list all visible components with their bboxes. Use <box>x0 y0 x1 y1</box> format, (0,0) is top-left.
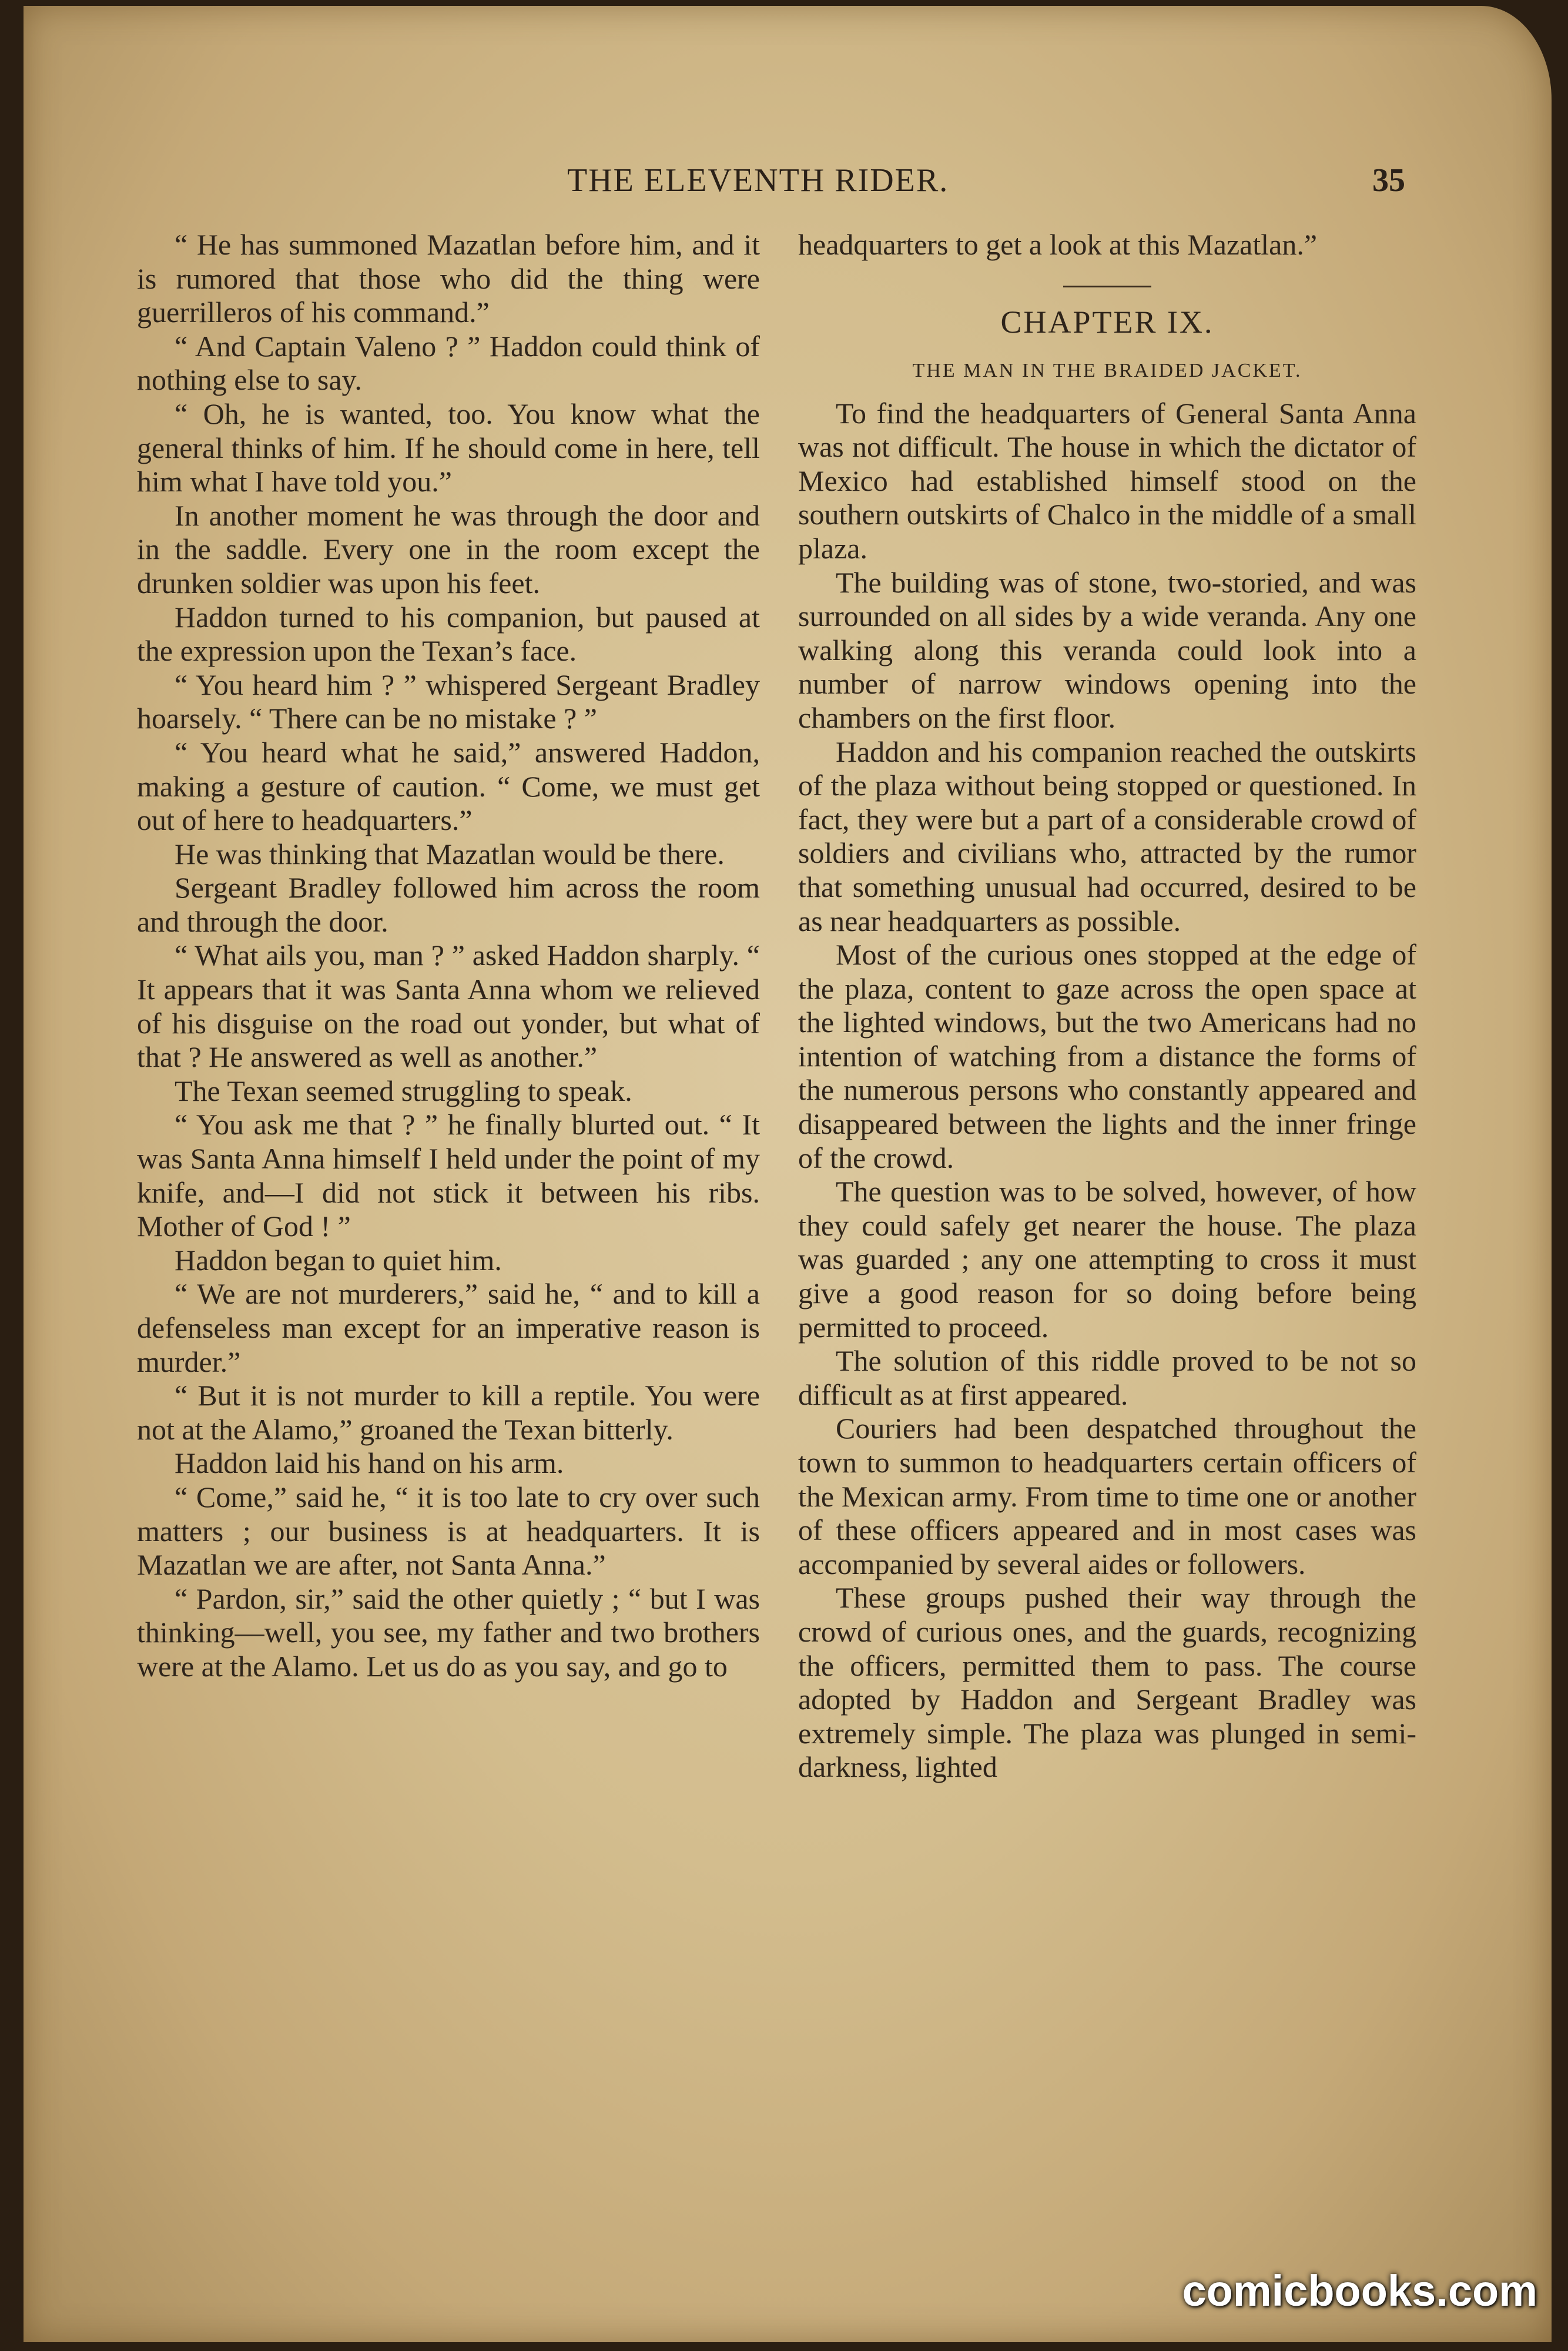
paragraph: “ You heard what he said,” answered Haddon, making a gesture of caution. “ Come, we must get out of here to headquarters.” <box>137 735 760 837</box>
paragraph: He was thinking that Mazatlan would be there. <box>175 837 725 870</box>
paragraph: “ You heard him ? ” whispered Sergeant Bradley hoarsely. “ There can be no mistake ? ” <box>137 668 760 735</box>
paragraph: The question was to be solved, however, of how they could safely get nearer the house. The plaza was guarded ; any one attempting to cross it must give a good reason for so doing before being permitted to proceed. <box>798 1175 1416 1344</box>
paragraph: “ What ails you, man ? ” asked Haddon sharply. “ It appears that it was Santa Anna whom we relieved of his disguise on the road out yonder, but what of that ? He answered as well as another.” <box>137 939 760 1074</box>
page-number: 35 <box>1372 162 1405 199</box>
book-page <box>24 6 1552 2342</box>
paragraph: “ Come,” said he, “ it is too late to cry over such matters ; our business is at headquarters. It is Mazatlan we are after, not Santa Anna.” <box>137 1480 760 1582</box>
paragraph: Haddon laid his hand on his arm. <box>175 1446 564 1480</box>
paragraph: “ Pardon, sir,” said the other quietly ; “ but I was thinking—well, you see, my father and two brothers were at the Alamo. Let us do as you say, and go to <box>137 1582 760 1683</box>
paragraph: “ You ask me that ? ” he finally blurted out. “ It was Santa Anna himself I held under the point of my knife, and—I did not stick it between his ribs. Mother of God ! ” <box>137 1108 760 1243</box>
chapter-title: CHAPTER IX. <box>1000 304 1214 340</box>
paragraph: These groups pushed their way through the crowd of curious ones, and the guards, recognizing the officers, permitted them to pass. The course adopted by Haddon and Sergeant Bradley was extremely simple. The plaza was plunged in semi-darkness, lighted <box>798 1581 1416 1784</box>
paragraph: “ But it is not murder to kill a reptile. You were not at the Alamo,” groaned the Texan bitterly. <box>137 1379 760 1446</box>
paragraph: The Texan seemed struggling to speak. <box>175 1074 632 1107</box>
watermark: comicbooks.com <box>1182 2266 1537 2315</box>
paragraph: Haddon began to quiet him. <box>175 1243 502 1277</box>
paragraph: Haddon turned to his companion, but paused at the expression upon the Texan’s face. <box>137 600 760 668</box>
paragraph: Most of the curious ones stopped at the edge of the plaza, content to gaze across the open space at the lighted windows, but the two Americans had no intention of watching from a distance the forms of the numerous persons who constantly appeared and disappeared between the lights and the inner fringe of the crowd. <box>798 938 1416 1174</box>
continuation-paragraph: headquarters to get a look at this Mazatlan.” <box>798 228 1318 261</box>
paragraph: “ Oh, he is wanted, too. You know what the general thinks of him. If he should come in here, tell him what I have told you.” <box>137 397 760 498</box>
running-head: THE ELEVENTH RIDER. <box>567 162 949 199</box>
paragraph: Haddon and his companion reached the outskirts of the plaza without being stopped or questioned. In fact, they were but a part of a considerable crowd of soldiers and civilians who, attracted by the rumor that something unusual had occurred, desired to be as near headquarters as possible. <box>798 735 1416 937</box>
paragraph: To find the headquarters of General Santa Anna was not difficult. The house in which the dictator of Mexico had established himself stood on the southern outskirts of Chalco in the middle of a small plaza. <box>798 396 1416 565</box>
left-column <box>137 228 760 1684</box>
paragraph: The solution of this riddle proved to be not so difficult as at first appeared. <box>798 1344 1416 1411</box>
paragraph: In another moment he was through the door and in the saddle. Every one in the room except the drunken soldier was upon his feet. <box>137 498 760 600</box>
paragraph: “ And Captain Valeno ? ” Haddon could think of nothing else to say. <box>137 329 760 397</box>
paragraph: Couriers had been despatched throughout the town to summon to headquarters certain officers of the Mexican army. From time to time one or another of these officers appeared and in most cases was accompanied by several aides or followers. <box>798 1412 1416 1580</box>
chapter-subtitle: THE MAN IN THE BRAIDED JACKET. <box>912 359 1302 381</box>
paragraph: “ We are not murderers,” said he, “ and to kill a defenseless man except for an imperative reason is murder.” <box>137 1277 760 1378</box>
paragraph: The building was of stone, two-storied, and was surrounded on all sides by a wide veranda. Any one walking along this veranda could look into a number of narrow windows opening into the chambers on the first floor. <box>798 565 1416 734</box>
paragraph: “ He has summoned Mazatlan before him, and it is rumored that those who did the thing were guerrilleros of his command.” <box>137 228 760 329</box>
right-column <box>798 228 1416 1784</box>
paragraph: Sergeant Bradley followed him across the room and through the door. <box>137 871 760 938</box>
chapter-divider <box>1063 286 1151 287</box>
